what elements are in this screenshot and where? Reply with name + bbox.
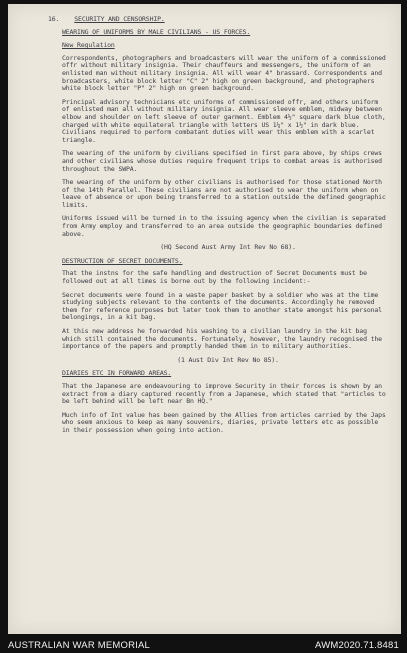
paragraph-uniform-1: Correspondents, photographers and broadcasters will wear the uniform of a commissioned offr without military insignia. Their chauffeurs and messengers, the uniform of an enlisted man without military insignia. All will wear 4" brassard. Correspondents and broadcasters, white block letter "C" 2" high on green background, and photographers white block letter "P" 2" high on green background. bbox=[62, 53, 386, 93]
section-number: 16. bbox=[48, 15, 60, 23]
heading-diaries: DIARIES ETC IN FORWARD AREAS. bbox=[62, 369, 172, 378]
new-regulation-heading: New Regulation bbox=[62, 41, 115, 50]
paragraph-destruction-2: Secret documents were found in a waste paper basket by a soldier who was at the time studying subjects relevant to the contents of the documents. Accordingly he removed them for reference purposes but later took them to another state amongst his personal belongings, in a kit bag. bbox=[62, 290, 382, 322]
source-citation-2: (1 Aust Div Int Rev No 85). bbox=[177, 355, 279, 364]
paragraph-diaries-2: Much info of Int value has been gained by the Allies from articles carried by the Japs who seem anxious to keep as many souvenirs, diaries, private letters etc as possible in their possession when going into action. bbox=[62, 410, 386, 434]
paragraph-destruction-1: That the instns for the safe handling and destruction of Secret Documents must be followed out at all times is borne out by the following incident:- bbox=[62, 269, 367, 286]
archive-footer bbox=[0, 638, 407, 653]
subtitle-uniforms: WEARING OF UNIFORMS BY MALE CIVILIANS - US FORCES. bbox=[62, 27, 251, 36]
footer-institution: AUSTRALIAN WAR MEMORIAL bbox=[8, 640, 151, 651]
paragraph-destruction-3: At this new address he forwarded his washing to a civilian laundry in the kit bag which still contained the documents. Fortunately, however, the laundry recognised the importance of the papers and promptly handed them in to military authorities. bbox=[62, 327, 382, 351]
document-page bbox=[8, 4, 401, 634]
paragraph-uniform-4: The wearing of the uniform by other civilians is authorised for those stationed North of the 14th Parallel. These civilians are not authorised to wear the uniform when on leave of absence or upon being transferred to a station outside the defined geographic limits. bbox=[62, 178, 386, 209]
heading-destruction: DESTRUCTION OF SECRET DOCUMENTS. bbox=[62, 256, 183, 265]
paragraph-uniform-2: Principal advisory technicians etc uniforms of commissioned offr, and others uniform of enlisted man all without military insignia. All wear sleeve emblem, midway between elbow and shoulder on left sleeve of outer garment. Emblem 4½" square dark blue cloth, charged with white equilateral triangle with letters US 1¼" x 1½" in dark blue. Civilians required to perform combatant duties will wear this emblem with a scarlet triangle. bbox=[62, 97, 386, 144]
paragraph-diaries-1: That the Japanese are endeavouring to improve Security in their forces is shown by an extract from a diary captured recently from a Japanese, which stated that "articles to be left behind will be left near Bn HQ." bbox=[62, 381, 386, 406]
paragraph-uniform-3: The wearing of the uniform by civilians specified in first para above, by ships crews and other civilians whose duties require frequent trips to combat areas is authorised throughout the SWPA. bbox=[62, 149, 382, 173]
paragraph-uniform-5: Uniforms issued will be turned in to the issuing agency when the civilian is separated from Army employ and transferred to an area outside the geographic boundaries defined above. bbox=[62, 214, 386, 238]
section-title: SECURITY AND CENSORSHIP. bbox=[74, 15, 165, 23]
document-body bbox=[48, 16, 386, 441]
section-header bbox=[48, 16, 386, 24]
footer-accession-number: AWM2020.71.8481 bbox=[315, 640, 399, 651]
source-citation-1: (HQ Second Aust Army Int Rev No 68). bbox=[160, 243, 296, 252]
